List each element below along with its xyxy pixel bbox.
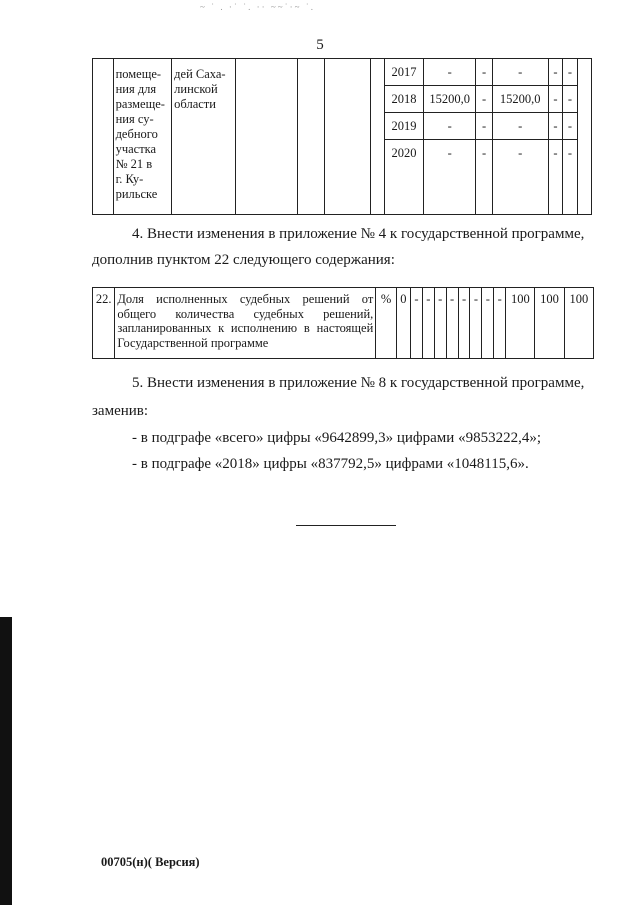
page-number: 5 [316, 37, 324, 53]
value-cell: - [492, 113, 548, 140]
authority-line: области [174, 97, 216, 111]
scan-edge-artifact [0, 617, 12, 905]
authority-line: дей Саха- [174, 67, 226, 81]
value-cell: 100 [506, 288, 535, 359]
value-cell: - [458, 288, 470, 359]
object-line: размеще- [115, 97, 165, 111]
value-cell: - [434, 288, 446, 359]
paragraph-5-line1: 5. Внести изменения в приложение № 8 к государственной программе, [132, 375, 585, 391]
empty-cell [370, 59, 384, 215]
paragraph-4-line2: дополнив пунктом 22 следующего содержания: [92, 252, 395, 268]
object-line: ния су- [115, 112, 154, 126]
value-cell: - [492, 59, 548, 86]
object-line: помеще- [115, 67, 162, 81]
value-cell: - [410, 288, 422, 359]
value-cell: 100 [564, 288, 593, 359]
value-cell: - [424, 59, 476, 86]
value-cell: 100 [535, 288, 564, 359]
authority-line: линской [174, 82, 218, 96]
value-cell: - [563, 86, 578, 113]
funding-table [92, 58, 592, 215]
value-cell: - [476, 113, 492, 140]
value-cell: - [476, 140, 492, 215]
empty-cell [577, 59, 591, 215]
object-line: ния для [115, 82, 157, 96]
indicator-table [92, 287, 594, 359]
year-cell: 2020 [384, 140, 423, 215]
value-cell: - [494, 288, 506, 359]
document-code: 00705(н)( Версия) [101, 855, 200, 869]
value-cell: - [548, 113, 563, 140]
year-cell: 2017 [384, 59, 423, 86]
empty-cell [93, 59, 114, 215]
object-line: дебного [115, 127, 158, 141]
value-cell: 0 [396, 288, 410, 359]
empty-cell [325, 59, 370, 215]
value-cell: - [476, 86, 492, 113]
scan-artifact-top: ~ ˙ . ·˙ ˙. ·· ~~˙·~ ˙. [200, 2, 315, 12]
authority-cell [172, 59, 236, 215]
paragraph-5-line2: заменив: [92, 403, 149, 419]
value-cell: - [482, 288, 494, 359]
object-line: № 21 в [115, 157, 153, 171]
paragraph-5-line4: - в подграфе «2018» цифры «837792,5» цифрами «1048115,6». [132, 456, 529, 472]
value-cell: - [563, 59, 578, 86]
value-cell: 15200,0 [424, 86, 476, 113]
object-line: г. Ку- [115, 172, 144, 186]
object-line: участка [115, 142, 157, 156]
value-cell: - [563, 113, 578, 140]
year-cell: 2019 [384, 113, 423, 140]
value-cell: 15200,0 [492, 86, 548, 113]
value-cell: - [424, 140, 476, 215]
object-cell [113, 59, 172, 215]
value-cell: - [548, 59, 563, 86]
year-cell: 2018 [384, 86, 423, 113]
value-cell: - [424, 113, 476, 140]
paragraph-5-line3: - в подграфе «всего» цифры «9642899,3» цифрами «9853222,4»; [132, 430, 541, 446]
value-cell: - [422, 288, 434, 359]
unit-cell: % [376, 288, 397, 359]
empty-cell [298, 59, 325, 215]
value-cell: - [446, 288, 458, 359]
divider-line [296, 525, 396, 526]
value-cell: - [492, 140, 548, 215]
object-line: рильске [115, 187, 158, 201]
paragraph-4-line1: 4. Внести изменения в приложение № 4 к государственной программе, [132, 226, 585, 242]
value-cell: - [476, 59, 492, 86]
value-cell: - [548, 86, 563, 113]
item-number: 22. [93, 288, 115, 359]
value-cell: - [470, 288, 482, 359]
empty-cell [235, 59, 298, 215]
value-cell: - [548, 140, 563, 215]
indicator-name: Доля исполненных судебных решений от общего количества судебных решений, запланированных к исполнению в настоящей Государственной программе [115, 288, 376, 359]
value-cell: - [563, 140, 578, 215]
